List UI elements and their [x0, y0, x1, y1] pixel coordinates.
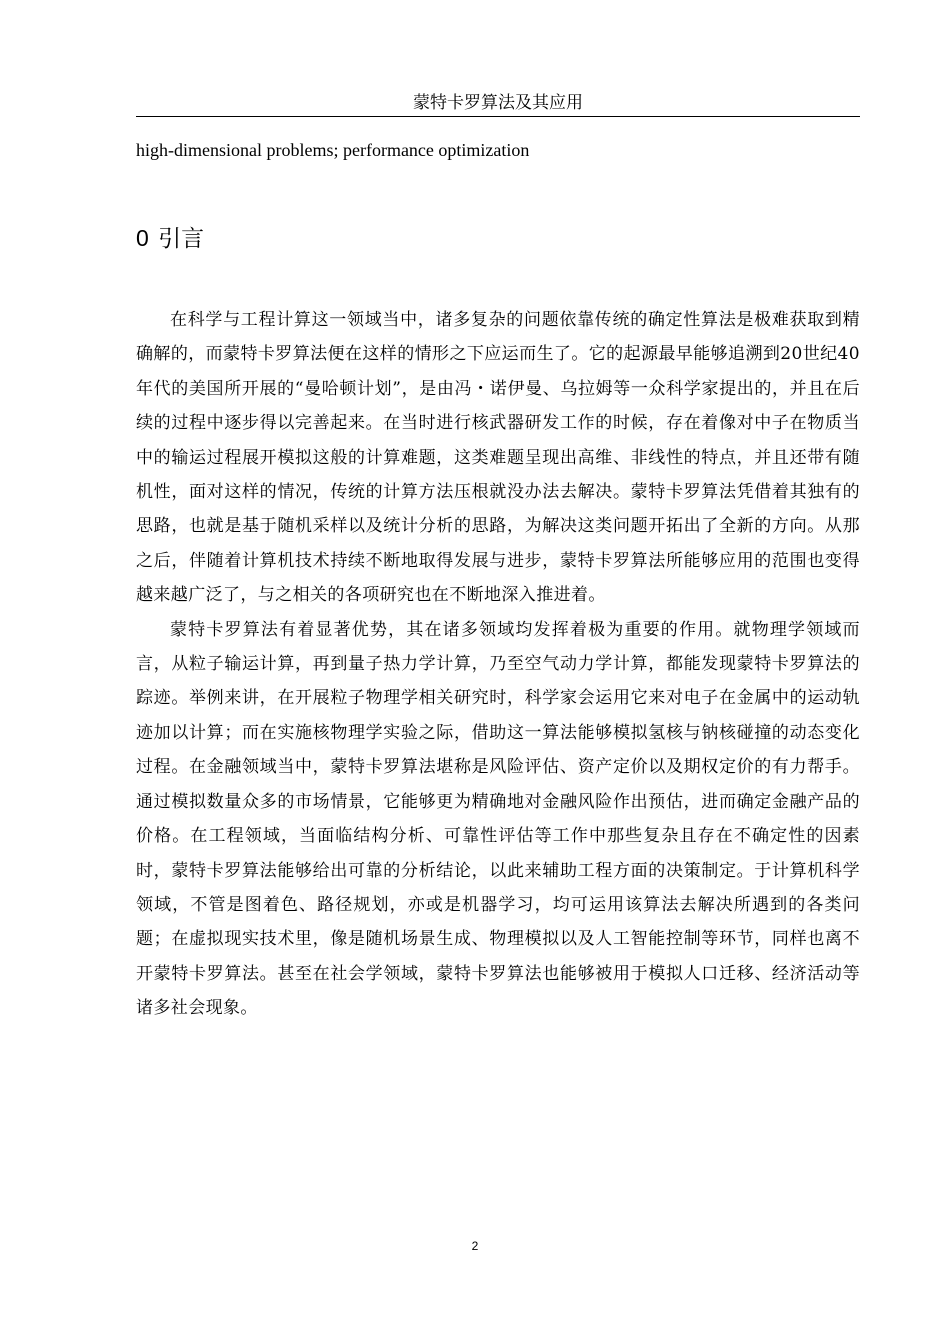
paragraph: 在科学与工程计算这一领域当中，诸多复杂的问题依靠传统的确定性算法是极难获取到精确解的，而蒙特卡罗算法便在这样的情形之下应运而生了。它的起源最早能够追溯到20世纪40年代的美国所开展的“曼哈顿计划”，是由冯・诺伊曼、乌拉姆等一众科学家提出的，并且在后续的过程中逐步得以完善起来。在当时进行核武器研发工作的时候，存在着像对中子在物质当中的输运过程展开模拟这般的计算难题，这类难题呈现出高维、非线性的特点，并且还带有随机性，面对这样的情况，传统的计算方法压根就没办法去解决。蒙特卡罗算法凭借着其独有的思路，也就是基于随机采样以及统计分析的思路，为解决这类问题开拓出了全新的方向。从那之后，伴随着计算机技术持续不断地取得发展与进步，蒙特卡罗算法所能够应用的范围也变得越来越广泛了，与之相关的各项研究也在不断地深入推进着。: [136, 310, 860, 606]
section-title: 引言: [158, 226, 205, 252]
section-number: 0: [136, 225, 149, 251]
page-number: 2: [471, 1239, 479, 1253]
keywords-continuation: high-dimensional problems; performance optimization: [136, 140, 530, 160]
paragraph: 蒙特卡罗算法有着显著优势，其在诸多领域均发挥着极为重要的作用。就物理学领域而言，从粒子输运计算，再到量子热力学计算，乃至空气动力学计算，都能发现蒙特卡罗算法的踪迹。举例来讲，在开展粒子物理学相关研究时，科学家会运用它来对电子在金属中的运动轨迹加以计算；而在实施核物理学实验之际，借助这一算法能够模拟氢核与钠核碰撞的动态变化过程。在金融领域当中，蒙特卡罗算法堪称是风险评估、资产定价以及期权定价的有力帮手。通过模拟数量众多的市场情景，它能够更为精确地对金融风险作出预估，进而确定金融产品的价格。在工程领域，当面临结构分析、可靠性评估等工作中那些复杂且存在不确定性的因素时，蒙特卡罗算法能够给出可靠的分析结论，以此来辅助工程方面的决策制定。于计算机科学领域，不管是图着色、路径规划，亦或是机器学习，均可运用该算法去解决所遇到的各类问题；在虚拟现实技术里，像是随机场景生成、物理模拟以及人工智能控制等环节，同样也离不开蒙特卡罗算法。甚至在社会学领域，蒙特卡罗算法也能够被用于模拟人口迁移、经济活动等诸多社会现象。: [136, 619, 860, 1019]
body-text: [136, 303, 860, 1026]
running-header: 蒙特卡罗算法及其应用: [136, 92, 860, 117]
section-heading: [136, 222, 204, 255]
